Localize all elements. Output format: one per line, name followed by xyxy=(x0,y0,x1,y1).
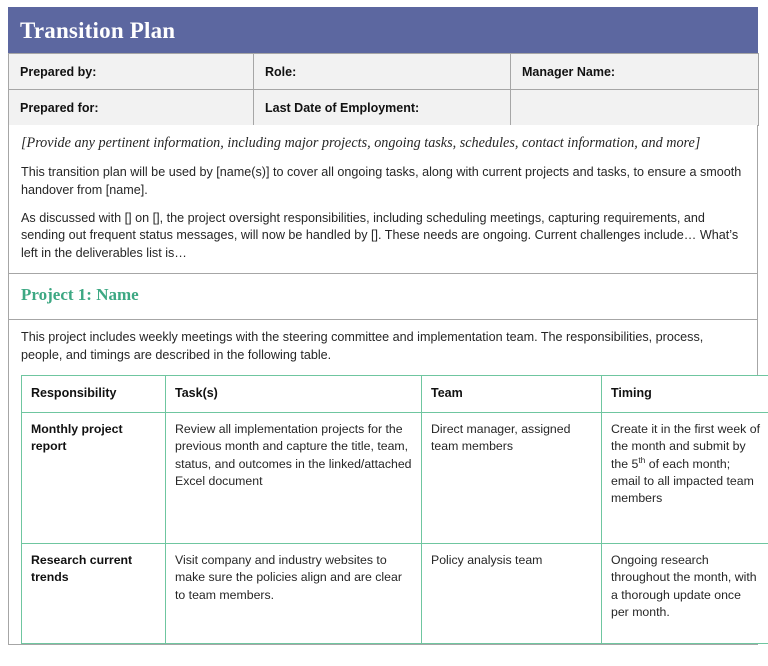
cell-tasks: Visit company and industry websites to make sure the policies align and are clear to team members. xyxy=(166,544,422,644)
timing-text-pre: Create it in the first week of the month and submit by the 5 xyxy=(611,422,760,471)
table-row xyxy=(22,544,768,644)
responsibility-table xyxy=(21,375,768,644)
timing-ordinal-suffix: th xyxy=(638,454,646,465)
info-label-prepared-for: Prepared for: xyxy=(9,90,254,126)
timing-text-pre: Ongoing research throughout the month, with a thorough update once per month. xyxy=(611,553,757,619)
prepared-by-info-table xyxy=(8,53,759,126)
document-title-banner xyxy=(8,7,758,53)
column-header-team: Team xyxy=(422,376,602,413)
info-label-manager-name: Manager Name: xyxy=(511,54,759,90)
intro-paragraph-1: This transition plan will be used by [name(s)] to cover all ongoing tasks, along with current projects and tasks, to ensure a smooth handover from [name]. xyxy=(21,165,742,197)
intro-section xyxy=(9,125,757,274)
column-header-tasks: Task(s) xyxy=(166,376,422,413)
timing-text-post: of each month; email to all impacted team members xyxy=(611,456,754,505)
info-label-prepared-by: Prepared by: xyxy=(9,54,254,90)
project-detail-section xyxy=(9,320,760,644)
cell-tasks: Review all implementation projects for the previous month and capture the title, team, status, and outcomes in the linked/attached Excel document xyxy=(166,413,422,544)
cell-responsibility: Monthly project report xyxy=(22,413,166,544)
info-label-last-date-of-employment: Last Date of Employment: xyxy=(254,90,511,126)
cell-team: Policy analysis team xyxy=(422,544,602,644)
intro-paragraph-2: As discussed with [] on [], the project oversight responsibilities, including scheduling meetings, capturing requirements, and sending out frequent status messages, will now be handled by []. These needs are ongoing. Current challenges include… What’s left in the deliverables list is… xyxy=(21,210,739,260)
column-header-responsibility: Responsibility xyxy=(22,376,166,413)
cell-team: Direct manager, assigned team members xyxy=(422,413,602,544)
info-label-role: Role: xyxy=(254,54,511,90)
page-title: Transition Plan xyxy=(20,17,176,43)
cell-responsibility: Research current trends xyxy=(22,544,166,644)
cell-timing xyxy=(602,544,768,644)
cell-timing xyxy=(602,413,768,544)
table-row xyxy=(22,413,768,544)
column-header-timing: Timing xyxy=(602,376,768,413)
intro-placeholder-text: [Provide any pertinent information, including major projects, ongoing tasks, schedules, contact information, and more] xyxy=(21,135,701,151)
info-value-empty xyxy=(511,90,759,126)
project-1-heading: Project 1: Name xyxy=(21,285,139,305)
table-row xyxy=(9,54,759,90)
document-body xyxy=(8,125,758,645)
project-heading-section xyxy=(9,274,757,320)
table-row xyxy=(9,90,759,126)
table-header-row xyxy=(22,376,768,413)
project-description: This project includes weekly meetings with the steering committee and implementation team. The responsibilities, process, people, and timings are described in the following table. xyxy=(21,330,704,362)
